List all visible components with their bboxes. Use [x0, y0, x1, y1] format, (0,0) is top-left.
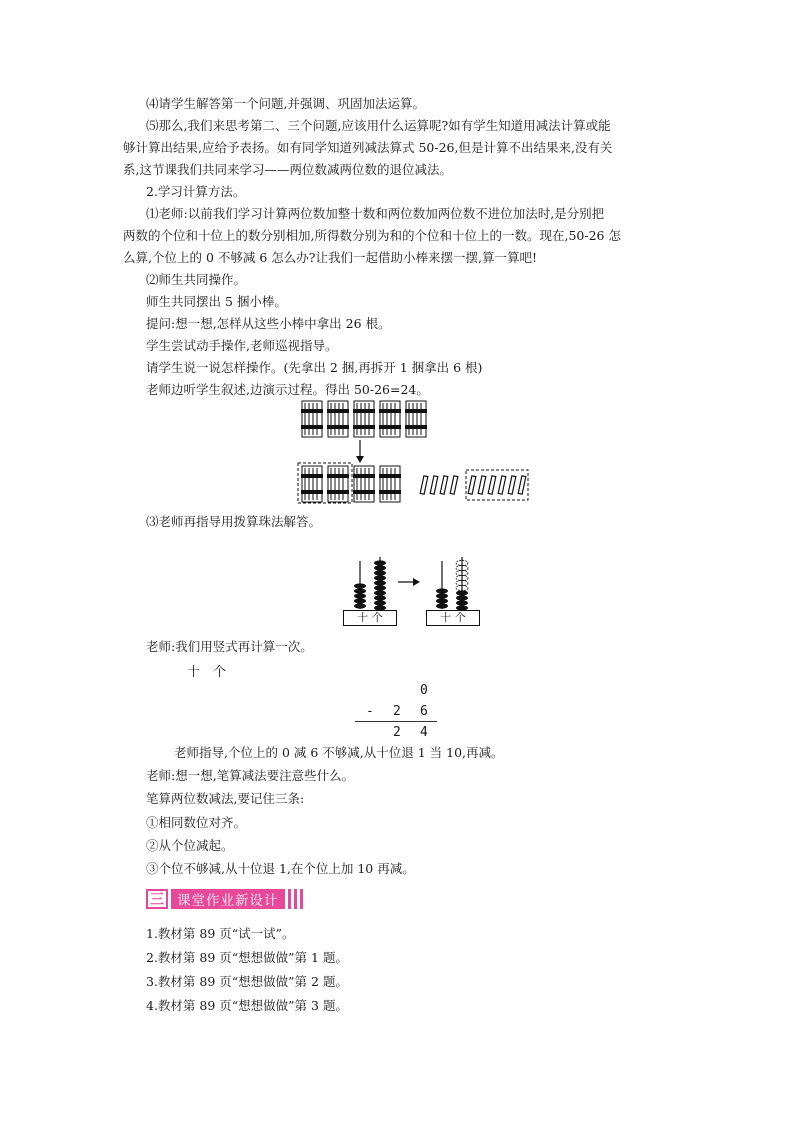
- homework-item-3: 3.教材第 89 页“想想做做”第 2 题。: [146, 974, 348, 989]
- right-tens-beads: [436, 588, 448, 608]
- paragraph-bundles: 师生共同摆出 5 捆小棒。: [146, 294, 287, 309]
- header-ones: 个: [213, 665, 227, 680]
- bundle-row-top: [301, 401, 427, 437]
- homework-item-2: 2.教材第 89 页“想想做做”第 1 题。: [146, 950, 348, 965]
- paragraph-teacher-line1: ⑴老师:以前我们学习计算两位数加整十数和两位数加两位数不进位加法时,是分别把: [146, 206, 605, 221]
- left-ones-beads: [374, 560, 386, 610]
- paragraph-step5-line3: 系,这节课我们共同来学习——两位数减两位数的退位减法。: [123, 162, 452, 177]
- paragraph-vertical-intro: 老师:我们用竖式再计算一次。: [146, 639, 313, 654]
- loose-sticks: [420, 476, 526, 494]
- abacus-label-right: 十 个: [426, 610, 480, 626]
- rule-1: ①相同数位对齐。: [146, 815, 247, 830]
- paragraph-think: 老师:想一想,笔算减法要注意些什么。: [146, 768, 355, 783]
- paragraph-teacher-guide: 老师指导,个位上的 0 减 6 不够减,从十位退 1 当 10,再减。: [174, 745, 504, 760]
- paragraph-abacus: ⑶老师再指导用拨算珠法解答。: [146, 514, 322, 529]
- paragraph-demo: 老师边听学生叙述,边演示过程。得出 50-26=24。: [146, 382, 429, 397]
- paragraph-teacher-line3: 么算,个位上的 0 不够减 6 怎么办?让我们一起借助小棒来摆一摆,算一算吧!: [123, 250, 537, 265]
- down-arrow-icon: [356, 440, 364, 463]
- paragraph-joint-operation: ⑵师生共同操作。: [146, 272, 247, 287]
- abacus-label-left: 十 个: [343, 610, 397, 626]
- rule-3: ③个位不够减,从十位退 1,在个位上加 10 再减。: [146, 861, 415, 876]
- section-number: 三: [146, 889, 168, 909]
- paragraph-teacher-line2: 两数的个位和十位上的数分别相加,所得数分别为和的个位和十位上的一数。现在,50-26 怎: [123, 228, 621, 243]
- bundle-row-bottom: [301, 466, 401, 502]
- result-ones: 4: [420, 725, 428, 740]
- subtrahend-tens: 2: [393, 704, 401, 719]
- section-header-homework: [146, 889, 306, 909]
- section-heading-method: 2.学习计算方法。: [146, 184, 246, 199]
- paragraph-students-try: 学生尝试动手操作,老师巡视指导。: [146, 338, 338, 353]
- paragraph-step5-line2: 够计算出结果,应给予表扬。如有同学知道列减法算式 50-26,但是计算不出结果来,没有关: [123, 140, 613, 155]
- minuend-ones: 0: [420, 683, 428, 698]
- paragraph-step4: ⑷请学生解答第一个问题,并强调、巩固加法运算。: [146, 96, 425, 111]
- subtrahend-ones: 6: [420, 704, 428, 719]
- paragraph-step5-line1: ⑸那么,我们来思考第二、三个问题,应该用什么运算呢?如有学生知道用减法计算或能: [146, 118, 611, 133]
- left-tens-beads: [354, 583, 366, 608]
- right-ones-remaining: [456, 590, 468, 610]
- rule-2: ②从个位减起。: [146, 838, 234, 853]
- paragraph-question: 提问:想一想,怎样从这些小棒中拿出 26 根。: [146, 316, 391, 331]
- right-arrow-icon: [398, 578, 420, 586]
- minus-sign: -: [366, 704, 374, 719]
- result-tens: 2: [393, 725, 401, 740]
- paragraph-rules-intro: 笔算两位数减法,要记住三条:: [146, 791, 305, 806]
- taken-sticks-box: [466, 470, 528, 500]
- decorative-stripes: [288, 889, 306, 909]
- header-tens: 十: [187, 665, 201, 680]
- result-line: [355, 721, 437, 722]
- homework-item-1: 1.教材第 89 页“试一试”。: [146, 926, 295, 941]
- abacus-illustration: [340, 555, 475, 625]
- homework-item-4: 4.教材第 89 页“想想做做”第 3 题。: [146, 998, 348, 1013]
- sticks-illustration: [290, 396, 530, 506]
- paragraph-explain: 请学生说一说怎样操作。(先拿出 2 捆,再拆开 1 捆拿出 6 根): [146, 360, 483, 375]
- section-title: 课堂作业新设计: [171, 889, 285, 909]
